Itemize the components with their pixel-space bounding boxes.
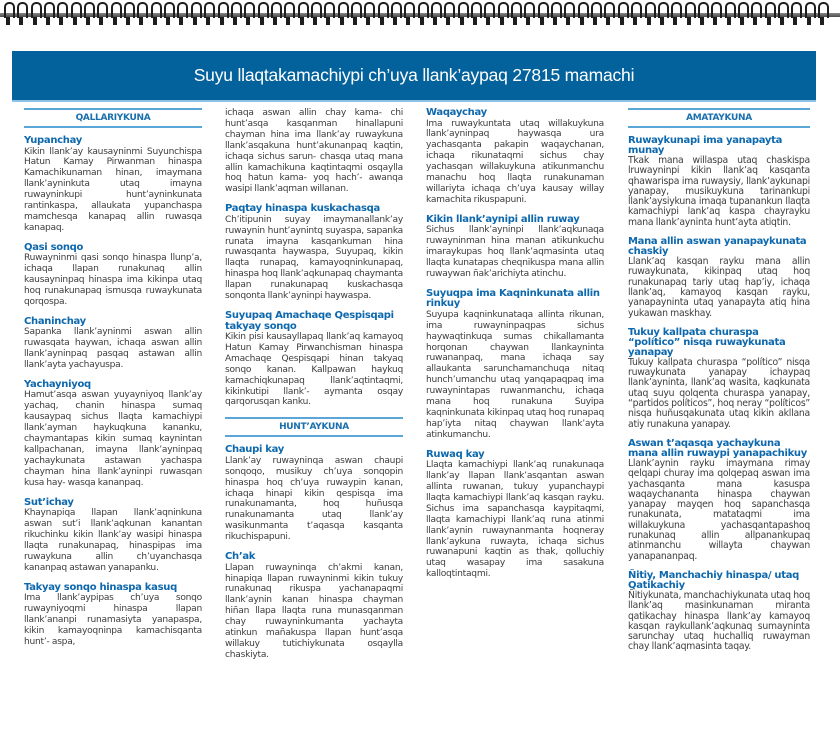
article-heading: Suyupaq Amachaqe Qespisqapi takyay sonqo bbox=[225, 310, 394, 332]
article bbox=[225, 311, 403, 408]
spiral-coil-icon bbox=[202, 2, 215, 26]
article bbox=[628, 571, 810, 653]
article-heading: Tukuy kallpata churaspa “político” nisqa ruwaykunata yanapay bbox=[628, 326, 786, 358]
section-heading: HUNT’AYKUNA bbox=[225, 417, 403, 437]
article-heading: Takyay sonqo hinaspa kasuq bbox=[24, 581, 177, 593]
article-heading: Ñitiy, Manchachiy hinaspa/ utaq Qatikachiy bbox=[628, 569, 800, 591]
spiral-coil-icon bbox=[602, 2, 615, 26]
spiral-coil-icon bbox=[482, 2, 495, 26]
spiral-coil-icon bbox=[162, 2, 175, 26]
article-heading: Qasi sonqo bbox=[24, 241, 84, 253]
spiral-coil-icon bbox=[69, 2, 82, 26]
article bbox=[628, 439, 810, 562]
spiral-coil-icon bbox=[216, 2, 229, 26]
spiral-binding bbox=[0, 0, 840, 30]
article bbox=[628, 237, 810, 319]
article-body: Khaynapiqa llapan llank’aqninkuna aswan sut’i llank’aqkunan kanantan rikuchinku kikin llank’ay wasipi hinaspa llaqta runakunapaq, hinaspipas ima ruwaykuna allin ch’uyanchasqa kananpaq astawan yanapanku. bbox=[24, 508, 202, 573]
article bbox=[225, 552, 403, 661]
article-body: Kikin pisi kausayllapaq llank’aq kamayoq Hatun Kamay Pirwanchisman hinaspa Amachaqe Qespisqapi hinan takyaq sonqo kanan. Kallpawan haykuq kamachiqkunapaq llank’aqtintaqmi, kikinkutipi llank’- aymanta osqay qarqorusqan kanku. bbox=[225, 332, 403, 408]
spiral-coil-icon bbox=[296, 2, 309, 26]
spiral-coil-icon bbox=[256, 2, 269, 26]
article-body: Tukuy kallpata churaspa “político” nisqa ruwaykunata yanapay ichaypaq llank’ayninta, llank’aq wasita, kaqkunata utaq suyu qolqenta churaspa yanapay, “partidos políticos”, hoq neray “políticos” nisqa huñusqakunata utaq kikin akllana atiy runakuna yanapay. bbox=[628, 356, 810, 430]
article-body: Ima llank’aypipas ch’uya sonqo ruwayniyoqmi hinaspa llapan llank’ananpi runamasiyta yanapaspa, kikin kamayoqninpa kamachisqanta hunt’- aspa, bbox=[24, 593, 202, 647]
spiral-coil-icon bbox=[522, 2, 535, 26]
article-continuation bbox=[225, 108, 403, 195]
article-heading: Mana allin aswan yanapaykunata chaskiy bbox=[628, 236, 807, 258]
article-body: Ima ruwaykuntata utaq willakuykuna llank’ayninpaq haywasqa ura yachasqanta pakapin waqaychanan, ichaqa rikunataqmi sichus chay yachasqan willakuykuna atikunmanchu manachu hoq llaqta runakunaman willariyta ichaqa ch’uya kausay willay kamachita rikuspapuni. bbox=[426, 118, 604, 205]
spiral-coil-icon bbox=[509, 2, 522, 26]
page-title: Suyu llaqtakamachiypi ch’uya llank’aypaq 27815 mamachi bbox=[193, 65, 635, 85]
spiral-coil-icon bbox=[322, 2, 335, 26]
article-heading: Yachayniyoq bbox=[24, 378, 91, 390]
article-body: Suyupa kaqninkunataqa allinta rikunan, ima ruwayninpaqpas sichus haywaqtinkuqa sumas chikallamanta horqonan chaywan llankayninta ruwananpaq, mana ichaqa say allaukanta sarunchamanchuqa nitaq hunch’umanchu utaq yanqapaqpaq ima ruwaynintapas ruwanmanchu, ichaqa mana hoq runakuna Suyipa kaqninkunata kikinpaq utaq hoq runapaq hap’iyta nitaq chaywan llank’ayta atinkumanchu. bbox=[426, 309, 604, 440]
spiral-coil-icon bbox=[589, 2, 602, 26]
article-body: Llank’aynin rayku imaymana rimay qelqapi churay ima qolqepaq aswan ima yachasqanta mana kasuspa waqaychananta hinaspa chaywan yanapay mayqen hoq sapanchasqa runakunata, matataqmi ima willakuykuna yachasqantapashoq runakunaq allin allpanankupaq atinmanchu willayta chaywan yanapananpaq. bbox=[628, 457, 810, 562]
spiral-coil-icon bbox=[376, 2, 389, 26]
spiral-coil-icon bbox=[175, 2, 188, 26]
article-heading: Waqaychay bbox=[426, 108, 487, 118]
spiral-coil-icon bbox=[669, 2, 682, 26]
spiral-coil-icon bbox=[456, 2, 469, 26]
spiral-coil-icon bbox=[656, 2, 669, 26]
article bbox=[426, 450, 604, 580]
spiral-coil-icon bbox=[749, 2, 762, 26]
article bbox=[628, 328, 810, 430]
spiral-coil-icon bbox=[709, 2, 722, 26]
spiral-coil-icon bbox=[402, 2, 415, 26]
spiral-coil-icon bbox=[309, 2, 322, 26]
spiral-coil-icon bbox=[683, 2, 696, 26]
article bbox=[24, 583, 202, 648]
article-body: ichaqa aswan allin chay kama- chi hunt’asqa kasqanman hinallapuni chayman hina ima llank’ay ruwaykuna llank’asqakuna hunt’akunanpaq kaqtin, ichaqa sichus sarun- chasqa utaq mana allin kamachikuna kaqtintaqmi osqaylla hoq hatun kama- yoq hach’- awanqa wasipi llank’aqman willanan. bbox=[225, 108, 403, 195]
article-body: Llank’aq kasqan rayku mana allin ruwaykunata, kikinpaq utaq hoq runakunapaq tariy utaq hap’iy, ichaqa llank’aq, kamayoq kasqan rayku, yanapayninta utaq yanapayta atiq hina yukawan maskhay. bbox=[628, 256, 810, 319]
article-body: Hamut’asqa aswan yuyayniyoq llank’ay yachaq, chanin hinaspa sumaq kausaypaq sichus llaqta kamachiypi llank’ayman haykuqkuna kananku, chaymantapas kikin sumaq kaynintan kallpachanan, imayna llank’ayninpaq yachaykunata astawan yachaspa chayman hina llank’ayninpi ruwasqan kusa hay- wasqa kananpaq. bbox=[24, 390, 202, 488]
spiral-coil-icon bbox=[469, 2, 482, 26]
article-body: Tkak mana willaspa utaq chaskispa lruwayninpi kikin llank’aq kasqanta qhawarispa ima ruwaysiy, llank’aykunapi yanapay, musikuykuna tarinankupi llank’aysiykuna imaqa tupanankun llaqta kamachiypi lank’aq kaspa chayrayku mana llank’ayninta hunt’ayta atiqtin. bbox=[628, 155, 810, 228]
article-body: Sapanka llank’ayninmi aswan allin ruwasqata haywan, ichaqa aswan allin llank’ayninpaq pasqaq astawan allin llank’ayta yachayuspa. bbox=[24, 327, 202, 370]
article-body: Llaqta kamachiypi llank’aq runakunaqa llank’ay llapan llank’asqantan aswan allinta ruwanan, tukuy yupanchaypi llaqta kamachiypi llank’aq kasqan rayku. Sichus ima sapanchasqa kaypitaqmi, llaqta kamachiypi llank’aq runa atinmi llank’aynin ruwaynanmanta hoqneray llank’aykuna ruwayta, ichaqa sichus ruwanapuni kaqtin as thak, qolluchiy utaq wasapay ima sasakuna kalloqtintaqmi. bbox=[426, 460, 604, 580]
article-heading: Ruwaq kay bbox=[426, 448, 485, 460]
spiral-coil-icon bbox=[95, 2, 108, 26]
spiral-coil-icon bbox=[789, 2, 802, 26]
article bbox=[24, 136, 202, 234]
article-body: Llapan ruwayninqa ch’akmi kanan, hinapiqa llapan ruwayninmi kikin tukuy runakunaq rikuspa yachanapaqmi llank’aynin kanan hinaspa chayman hiñan llapa llaqta runa munasqanman chay ruwayninkumanta yachayta atinkun mañakuspa llapan hunt’asqa willakuy tutichiykunata osqaylla chaskiyta. bbox=[225, 562, 403, 660]
spiral-coil-icon bbox=[82, 2, 95, 26]
article bbox=[24, 317, 202, 371]
spiral-coil-icon bbox=[803, 2, 816, 26]
spiral-coil-icon bbox=[776, 2, 789, 26]
spiral-coil-icon bbox=[349, 2, 362, 26]
spiral-coil-icon bbox=[336, 2, 349, 26]
article-body: Ch’itipunin suyay imaymanallank’ay ruwaynin hunt’aynintq suyaspa, sapanka runata imayna kasqankuman hina ruwasqanta haywaspa, Suyupaq, kikin llaqta runapaq, kamayoqninkunapaq, hinaspa hoq llank’aqkunapaq chaymanta llapan runakunapaq kuskachasqa sonqonta llank’ayninpi haywaspa. bbox=[225, 214, 403, 302]
content-columns bbox=[24, 108, 822, 740]
spiral-coil-icon bbox=[629, 2, 642, 26]
article bbox=[24, 498, 202, 574]
spiral-coil-icon bbox=[242, 2, 255, 26]
article-heading: Kikin llank’aynipi allin ruway bbox=[426, 213, 580, 225]
spiral-coil-icon bbox=[149, 2, 162, 26]
article bbox=[24, 243, 202, 308]
spiral-coil-icon bbox=[429, 2, 442, 26]
spiral-coil-icon bbox=[576, 2, 589, 26]
spiral-coil-icon bbox=[42, 2, 55, 26]
article bbox=[225, 204, 403, 302]
article-heading: Aswan t’aqasqa yachaykuna mana allin ruwaypi yanapachikuy bbox=[628, 437, 807, 459]
spiral-coil-icon bbox=[442, 2, 455, 26]
spiral-coil-icon bbox=[763, 2, 776, 26]
spiral-binding-icon bbox=[2, 2, 829, 26]
spiral-coil-icon bbox=[122, 2, 135, 26]
article-heading: Paqtay hinaspa kuskachasqa bbox=[225, 203, 380, 215]
article-heading: Yupanchay bbox=[24, 135, 82, 146]
spiral-coil-icon bbox=[616, 2, 629, 26]
spiral-coil-icon bbox=[29, 2, 42, 26]
section-heading: AMATAYKUNA bbox=[628, 108, 810, 128]
spiral-coil-icon bbox=[736, 2, 749, 26]
spiral-coil-icon bbox=[536, 2, 549, 26]
column-1 bbox=[24, 108, 202, 740]
article-body: Kikin llank’ay kausayninmi Suyunchispa Hatun Kamay Pirwanman hinaspa Kamachikunaman hinan, imaymana llank’ayninkuta utaq imayna ruwayninkupi hunt’ayninkunata rantinkaspa, allaukata yupanchaspa mamchesqa kanapaq allin ruwasqa kanapaq. bbox=[24, 146, 202, 233]
spiral-coil-icon bbox=[282, 2, 295, 26]
article-body: Ruwayninmi qasi sonqo hinaspa llunp’a, ichaqa llapan runakunaq allin kausayninpaq hinaspa ima kikinpa utaq hoq runakunapaq ismusqa ruwaykunata qorqospa. bbox=[24, 253, 202, 307]
spiral-coil-icon bbox=[496, 2, 509, 26]
article bbox=[225, 445, 403, 543]
spiral-coil-icon bbox=[416, 2, 429, 26]
spiral-coil-icon bbox=[723, 2, 736, 26]
title-banner bbox=[12, 51, 816, 102]
column-3 bbox=[426, 108, 604, 740]
article bbox=[426, 108, 604, 206]
article-heading: Chaupi kay bbox=[225, 444, 285, 456]
spiral-coil-icon bbox=[229, 2, 242, 26]
article-heading: Ch’ak bbox=[225, 551, 256, 563]
spiral-coil-icon bbox=[109, 2, 122, 26]
spiral-coil-icon bbox=[643, 2, 656, 26]
article-body: Ñitiykunata, manchachiykunata utaq hoq llank’aq masinkunaman miranta qatikachay hinaspa llank’ay kamayoq kasqan raykullank’aqkunaq sumayninta sarunchay utaq huchalliq ruwayman chay llank’aqmasinta taqay. bbox=[628, 589, 810, 653]
column-2 bbox=[225, 108, 403, 740]
article-heading: Ruwaykunapi ima yanapayta munay bbox=[628, 135, 783, 156]
article-body: Sichus llank’ayninpi llank’aqkunaqa ruwayninman hina manan atikunkuchu imaraykupas hoq llank’aqmasinta utaq llaqta kunatapas cheqnikuspa mana allin ruwaywan ñak’arichiyta atinchu. bbox=[426, 225, 604, 279]
spiral-coil-icon bbox=[15, 2, 28, 26]
section-heading: QALLARIYKUNA bbox=[24, 108, 202, 128]
article-heading: Sut’ichay bbox=[24, 496, 74, 508]
article bbox=[426, 215, 604, 280]
spiral-coil-icon bbox=[389, 2, 402, 26]
article-heading: Chaninchay bbox=[24, 315, 86, 327]
spiral-coil-icon bbox=[189, 2, 202, 26]
article-heading: Suyuqpa ima Kaqninkunata allin rinkuy bbox=[426, 287, 600, 310]
article bbox=[426, 289, 604, 441]
column-4 bbox=[628, 108, 810, 740]
spiral-coil-icon bbox=[549, 2, 562, 26]
spiral-coil-icon bbox=[562, 2, 575, 26]
article-body: Llank’ay ruwayninqa aswan chaupi sonqoqo, musikuy ch’uya sonqopin hinaspa hoq ch’uya ruwaypin kanan, ichaqa hinapi kikin qespisqa ima runakunamanta, hoq huñusqa runakunamanta utaq llank’ay wasikunmanta t’aqasqa kasqanta rikuchispapuni. bbox=[225, 455, 403, 543]
spiral-coil-icon bbox=[269, 2, 282, 26]
spiral-coil-icon bbox=[2, 2, 15, 26]
article bbox=[628, 136, 810, 228]
spiral-coil-icon bbox=[362, 2, 375, 26]
spiral-coil-icon bbox=[816, 2, 829, 26]
spiral-coil-icon bbox=[135, 2, 148, 26]
spiral-coil-icon bbox=[696, 2, 709, 26]
article bbox=[24, 380, 202, 489]
spiral-coil-icon bbox=[55, 2, 68, 26]
